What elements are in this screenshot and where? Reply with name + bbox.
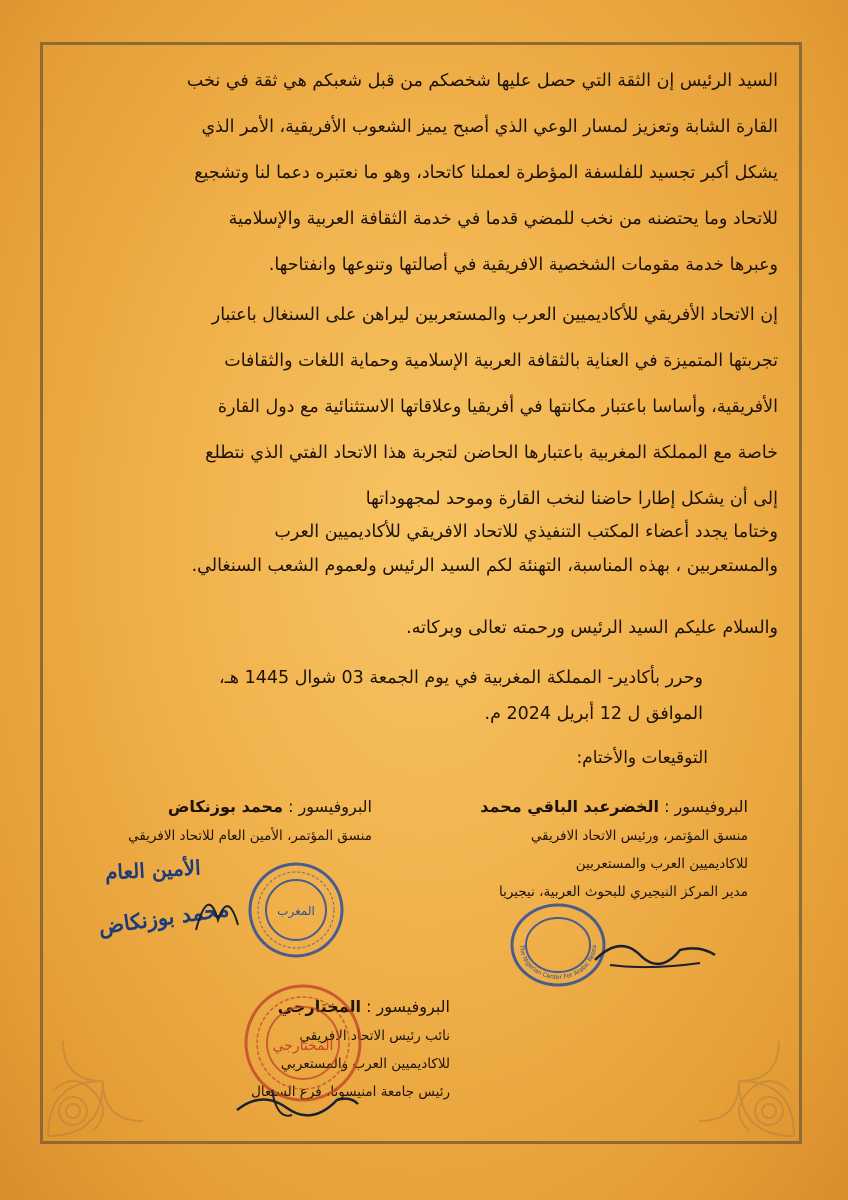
signatures-heading: التوقيعات والأختام:	[576, 748, 708, 768]
paragraph-line: يشكل أكبر تجسيد للفلسفة المؤطرة لعملنا كاتحاد، وهو ما نعتبره دعما لنا وتشجيع	[194, 163, 778, 183]
signatory-title: البروفيسور :	[664, 797, 748, 816]
ornament-corner-bottom-right	[679, 1021, 799, 1141]
paragraph-3	[76, 515, 778, 583]
paragraph-line: القارة الشابة وتعزيز لمسار الوعي الذي أصبح يميز الشعوب الأفريقية، الأمر الذي	[201, 117, 778, 137]
paragraph-line: إلى أن يشكل إطارا حاضنا لنخب القارة وموحد لمجهوداتها	[365, 489, 778, 509]
stamp-center-text: المغرب	[277, 904, 315, 918]
paragraph-line: إن الاتحاد الأفريقي للأكاديميين العرب والمستعربين ليراهن على السنغال باعتبار	[211, 305, 778, 325]
signature-scribble-left-icon	[188, 880, 248, 940]
signatory-title: البروفيسور :	[288, 797, 372, 816]
signatory-role-line: مدير المركز النيجيري للبحوث العربية، نيجيريا	[498, 884, 748, 900]
paragraph-1	[76, 58, 778, 288]
signatory-left	[128, 792, 372, 850]
paragraph-line: وختاما يجدد أعضاء المكتب التنفيذي للاتحاد الافريقي للأكاديميين العرب	[274, 522, 778, 542]
signature-scribble-right-icon	[590, 925, 720, 985]
signatory-role-line: للاكاديميين العرب والمستعربين	[575, 856, 748, 872]
signatory-role-line: منسق المؤتمر، الأمين العام للاتحاد الافريقي	[128, 828, 372, 844]
signatory-role-line: منسق المؤتمر، ورئيس الاتحاد الافريقي	[530, 828, 748, 844]
stamp-ring-text: The Nigerian Center For Arabic Resea	[517, 944, 599, 982]
paragraph-line: وعبرها خدمة مقومات الشخصية الافريقية في أصالتها وتنوعها وانفتاحها.	[268, 255, 778, 275]
paragraph-line: تجربتها المتميزة في العناية بالثقافة العربية الإسلامية وحماية اللغات والثقافات	[224, 351, 778, 371]
paragraph-2	[76, 292, 778, 522]
signatory-role-line: للاكاديميين العرب والمستعربي	[280, 1056, 450, 1072]
paragraph-line: والمستعربين ، بهذه المناسبة، التهنئة لكم السيد الرئيس ولعموم الشعب السنغالي.	[191, 556, 778, 576]
signatory-name-line	[128, 792, 372, 822]
signatory-role-line: رئيس جامعة امنيسوتا، فرع السنغال	[251, 1084, 450, 1100]
signatory-name: محمد بوزنكاض	[167, 797, 283, 816]
signatory-title: البروفيسور :	[366, 997, 450, 1016]
handwritten-name: محمد بوزنكاض	[96, 895, 231, 940]
signatory-name-line	[480, 792, 748, 822]
dated-line-hijri: وحرر بأكادير- المملكة المغربية في يوم الجمعة 03 شوال 1445 هـ،	[219, 668, 703, 688]
paragraph-line: الأفريقية، وأساسا باعتبار مكانتها في أفريقيا وعلاقاتها الاستثنائية مع دول القارة	[217, 397, 778, 417]
signatory-role-line: نائب رئيس الاتحاد الافريقي	[299, 1028, 450, 1044]
paragraph-line: للاتحاد وما يحتضنه من نخب للمضي قدما في خدمة الثقافة العربية والإسلامية	[228, 209, 778, 229]
signature-scribble-center-icon	[232, 1070, 362, 1130]
signatory-name: الخضرعبد الباقي محمد	[480, 797, 659, 816]
handwritten-title: الأمين العام	[104, 855, 202, 885]
paragraph-line: خاصة مع المملكة المغربية باعتبارها الحاضن لتجربة هذا الاتحاد الفتي الذي نتطلع	[205, 443, 778, 463]
official-stamp-left-icon	[246, 860, 346, 960]
date-place-block	[219, 660, 703, 732]
paragraph-line: والسلام عليكم السيد الرئيس ورحمته تعالى وبركاته.	[406, 618, 778, 638]
signatory-right	[480, 792, 748, 906]
closing-salutation	[76, 605, 778, 651]
ornament-corner-bottom-left	[43, 1021, 163, 1141]
paragraph-line: السيد الرئيس إن الثقة التي حصل عليها شخصكم من قبل شعبكم هي ثقة في نخب	[186, 71, 778, 91]
signatory-name: المختارجي	[277, 997, 361, 1016]
stamp-center-text: المختارجي	[272, 1038, 334, 1054]
dated-line-gregorian: الموافق ل 12 أبريل 2024 م.	[484, 704, 703, 724]
